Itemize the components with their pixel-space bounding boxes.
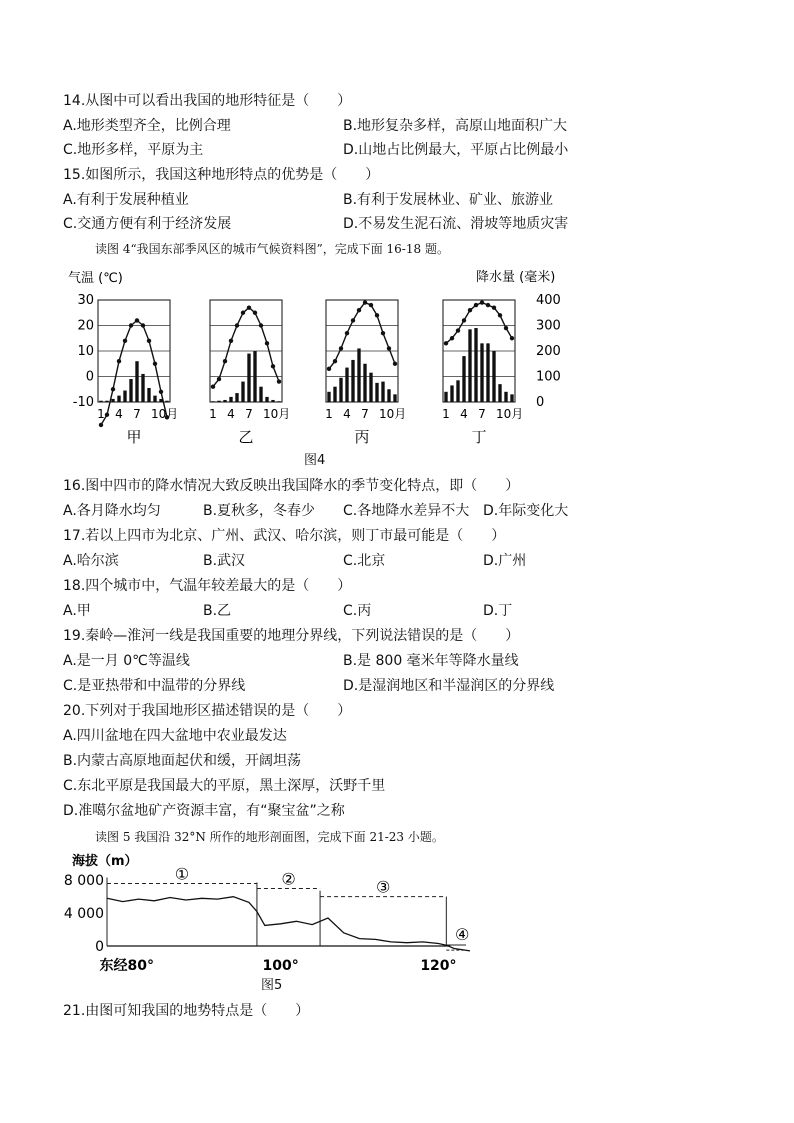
temperature-point: [462, 318, 466, 322]
temperature-point: [153, 362, 157, 366]
month-tick-label: 1: [442, 407, 450, 421]
precipitation-tick-label: 0: [536, 395, 545, 410]
q16-stem: 16.图中四市的降水情况大致反映出我国降水的季节变化特点，即（ ）: [63, 478, 520, 494]
precipitation-bar: [135, 361, 138, 402]
temperature-point: [381, 331, 385, 335]
q17-option-b[interactable]: B.武汉: [203, 553, 246, 569]
precipitation-bar: [345, 368, 348, 402]
month-tick-label: 10月: [151, 407, 179, 421]
precipitation-tick-label: 300: [536, 318, 561, 334]
temperature-point: [327, 367, 331, 371]
temperature-point: [375, 313, 379, 317]
temperature-point: [259, 323, 263, 327]
region-label: ②: [281, 869, 296, 889]
longitude-tick-label: 100°: [262, 958, 299, 974]
q18-option-c[interactable]: C.丙: [343, 603, 372, 619]
q14-option-b[interactable]: B.地形复杂多样，高原山地面积广大: [343, 118, 568, 134]
precipitation-tick-label: 200: [536, 344, 561, 359]
temperature-point: [229, 339, 233, 343]
temperature-point: [105, 413, 109, 417]
q15-option-d[interactable]: D.不易发生泥石流、滑坡等地质灾害: [343, 216, 569, 232]
month-tick-label: 7: [133, 407, 141, 421]
panel-title: 丁: [471, 428, 487, 446]
precipitation-bar: [123, 391, 126, 402]
temperature-tick-label: 20: [77, 318, 94, 334]
precipitation-bar: [153, 396, 156, 402]
panel-title: 甲: [126, 428, 142, 446]
climate-panel-1: [97, 300, 178, 446]
temperature-point: [99, 423, 103, 427]
precipitation-bar: [387, 389, 390, 402]
panel-title: 乙: [238, 428, 254, 446]
temperature-tick-label: 10: [77, 344, 94, 359]
precipitation-bar: [277, 401, 280, 402]
temperature-point: [486, 303, 490, 307]
month-tick-label: 7: [245, 407, 253, 421]
precipitation-bar: [357, 348, 360, 402]
precipitation-bar: [165, 401, 168, 402]
climate-panel-2: [209, 300, 290, 446]
temperature-point: [135, 318, 139, 322]
precipitation-bar: [229, 397, 232, 402]
month-tick-label: 10月: [263, 407, 291, 421]
q19-stem: 19.秦岭—淮河一线是我国重要的地理分界线，下列说法错误的是（ ）: [63, 628, 520, 644]
temperature-point: [265, 341, 269, 345]
climate-panel-3: [325, 300, 406, 446]
elevation-tick-label: 4 000: [63, 906, 104, 923]
temperature-point: [363, 300, 367, 304]
temperature-point: [387, 346, 391, 350]
precipitation-bar: [117, 396, 120, 402]
q14-option-c[interactable]: C.地形多样，平原为主: [63, 142, 204, 158]
q20-option-d[interactable]: D.准噶尔盆地矿产资源丰富，有“聚宝盆”之称: [63, 803, 345, 819]
month-tick-label: 1: [209, 407, 217, 421]
figure4-caption: 图4: [304, 453, 326, 468]
precipitation-bar: [393, 394, 396, 402]
precipitation-bar: [450, 385, 453, 402]
precipitation-bar: [351, 360, 354, 402]
precipitation-bar: [456, 380, 459, 402]
temperature-point: [253, 311, 257, 315]
q20-stem: 20.下列对于我国地形区描述错误的是（ ）: [63, 703, 352, 719]
temperature-point: [468, 308, 472, 312]
temperature-point: [345, 331, 349, 335]
temperature-point: [492, 305, 496, 309]
precipitation-bar: [468, 329, 471, 402]
precipitation-bar: [510, 394, 513, 402]
temperature-point: [504, 326, 508, 330]
temperature-point: [480, 300, 484, 304]
q19-option-a[interactable]: A.是一月 0℃等温线: [63, 653, 190, 669]
temperature-point: [129, 323, 133, 327]
q17-option-d[interactable]: D.广州: [483, 553, 527, 569]
temperature-line: [213, 308, 279, 387]
temperature-point: [510, 336, 514, 340]
precipitation-bar: [235, 393, 238, 402]
precipitation-tick-label: 400: [536, 293, 561, 308]
longitude-tick-label: 120°: [420, 958, 457, 974]
precipitation-bar: [247, 354, 250, 402]
precipitation-bar: [504, 392, 507, 402]
precipitation-bar: [265, 397, 268, 402]
temperature-point: [241, 311, 245, 315]
elevation-axis-title: 海拔（m）: [72, 854, 138, 869]
precipitation-bar: [492, 351, 495, 402]
precipitation-bar: [211, 401, 214, 402]
precipitation-bar: [271, 400, 274, 402]
precipitation-bar: [241, 382, 244, 402]
temperature-point: [217, 377, 221, 381]
q14-option-a[interactable]: A.地形类型齐全，比例合理: [63, 118, 231, 134]
precipitation-bar: [147, 388, 150, 402]
temperature-point: [235, 323, 239, 327]
temperature-point: [498, 313, 502, 317]
precipitation-bar: [444, 392, 447, 402]
longitude-tick-label: 东经80°: [99, 958, 155, 974]
q15-stem: 15.如图所示，我国这种地形特点的优势是（ ）: [63, 167, 380, 183]
temperature-tick-label: 0: [85, 369, 94, 385]
temperature-tick-label: 30: [77, 293, 94, 308]
temperature-point: [247, 305, 251, 309]
precipitation-axis-title: 降水量 (毫米): [476, 270, 556, 285]
figure4-intro: 读图 4“我国东部季风区的城市气候资料图”，完成下面 16-18 题。: [95, 242, 449, 256]
q17-stem: 17.若以上四市为北京、广州、武汉、哈尔滨，则丁市最可能是（ ）: [63, 528, 506, 544]
precipitation-bar: [141, 374, 144, 402]
q15-option-a[interactable]: A.有利于发展种植业: [63, 192, 189, 208]
temperature-point: [456, 328, 460, 332]
q19-option-c[interactable]: C.是亚热带和中温带的分界线: [63, 678, 246, 694]
q20-option-b[interactable]: B.内蒙古高原地面起伏和缓，开阔坦荡: [63, 753, 302, 769]
q16-option-c[interactable]: C.各地降水差异不大: [343, 503, 470, 519]
temperature-point: [147, 339, 151, 343]
precipitation-bar: [381, 382, 384, 402]
temperature-point: [111, 387, 115, 391]
q20-option-a[interactable]: A.四川盆地在四大盆地中农业最发达: [63, 728, 287, 744]
temperature-point: [444, 341, 448, 345]
month-tick-label: 7: [478, 407, 486, 421]
temperature-point: [271, 364, 275, 368]
q18-option-b[interactable]: B.乙: [203, 603, 232, 619]
q21-stem: 21.由图可知我国的地势特点是（ ）: [63, 1003, 310, 1019]
precipitation-bar: [498, 384, 501, 402]
precipitation-bar: [333, 387, 336, 402]
temperature-point: [123, 339, 127, 343]
month-tick-label: 1: [325, 407, 333, 421]
terrain-profile-line: [107, 897, 470, 951]
temperature-point: [450, 336, 454, 340]
precipitation-bar: [486, 343, 489, 402]
month-tick-label: 1: [97, 407, 105, 421]
temperature-point: [141, 323, 145, 327]
precipitation-bar: [369, 373, 372, 402]
temperature-line: [446, 303, 512, 344]
precipitation-bar: [259, 387, 262, 402]
precipitation-bar: [99, 401, 102, 402]
figure4-climate-charts: [60, 262, 590, 452]
q16-option-d[interactable]: D.年际变化大: [483, 503, 569, 519]
temperature-axis-title: 气温 (℃): [68, 271, 123, 286]
temperature-point: [211, 385, 215, 389]
precipitation-bar: [363, 364, 366, 402]
month-tick-label: 10月: [496, 407, 524, 421]
precipitation-bar: [327, 392, 330, 402]
q14-option-d[interactable]: D.山地占比例最大，平原占比例最小: [343, 142, 569, 158]
q19-option-b[interactable]: B.是 800 毫米年等降水量线: [343, 653, 519, 669]
elevation-tick-label: 0: [95, 939, 104, 955]
q16-option-a[interactable]: A.各月降水均匀: [63, 503, 161, 519]
precipitation-bar: [253, 351, 256, 402]
month-tick-label: 4: [115, 407, 123, 421]
precipitation-bar: [375, 383, 378, 402]
precipitation-bar: [217, 401, 220, 402]
temperature-point: [351, 318, 355, 322]
precipitation-bar: [480, 343, 483, 402]
q18-stem: 18.四个城市中，气温年较差最大的是（ ）: [63, 578, 352, 594]
precipitation-bar: [129, 379, 132, 402]
q14-stem: 14.从图中可以看出我国的地形特征是（ ）: [63, 93, 352, 109]
q19-option-d[interactable]: D.是湿润地区和半湿润区的分界线: [343, 678, 555, 694]
panel-title: 丙: [354, 428, 370, 446]
temperature-point: [223, 359, 227, 363]
precipitation-bar: [223, 400, 226, 402]
temperature-point: [369, 303, 373, 307]
climate-panel-4: [442, 300, 523, 446]
month-tick-label: 4: [460, 407, 468, 421]
precipitation-bar: [339, 378, 342, 402]
precipitation-bar: [462, 356, 465, 402]
month-tick-label: 4: [227, 407, 235, 421]
precipitation-bar: [111, 399, 114, 402]
temperature-line: [329, 303, 395, 369]
precipitation-bar: [105, 401, 108, 402]
q20-option-c[interactable]: C.东北平原是我国最大的平原，黑土深厚，沃野千里: [63, 778, 386, 794]
q15-option-c[interactable]: C.交通方便有利于经济发展: [63, 216, 232, 232]
temperature-tick-label: -10: [72, 395, 94, 410]
month-tick-label: 10月: [379, 407, 407, 421]
region-label: ③: [376, 877, 391, 897]
temperature-point: [333, 359, 337, 363]
temperature-point: [339, 346, 343, 350]
figure5-intro: 读图 5 我国沿 32°N 所作的地形剖面图，完成下面 21-23 小题。: [95, 830, 444, 844]
q17-option-a[interactable]: A.哈尔滨: [63, 553, 119, 569]
figure5-terrain-profile: [60, 850, 480, 975]
temperature-point: [474, 303, 478, 307]
q16-option-b[interactable]: B.夏秋多，冬春少: [203, 503, 316, 519]
q17-option-c[interactable]: C.北京: [343, 553, 386, 569]
figure5-caption: 图5: [261, 978, 283, 993]
precipitation-bar: [474, 328, 477, 402]
month-tick-label: 7: [361, 407, 369, 421]
region-label: ①: [174, 864, 190, 884]
q18-option-a[interactable]: A.甲: [63, 603, 91, 619]
q15-option-b[interactable]: B.有利于发展林业、矿业、旅游业: [343, 192, 554, 208]
q18-option-d[interactable]: D.丁: [483, 603, 513, 619]
region-label: ④: [454, 925, 470, 945]
temperature-point: [277, 379, 281, 383]
temperature-point: [393, 362, 397, 366]
temperature-point: [117, 359, 121, 363]
precipitation-tick-label: 100: [536, 369, 561, 385]
elevation-tick-label: 8 000: [63, 873, 104, 890]
month-tick-label: 4: [343, 407, 351, 421]
temperature-point: [357, 308, 361, 312]
temperature-point: [159, 390, 163, 394]
